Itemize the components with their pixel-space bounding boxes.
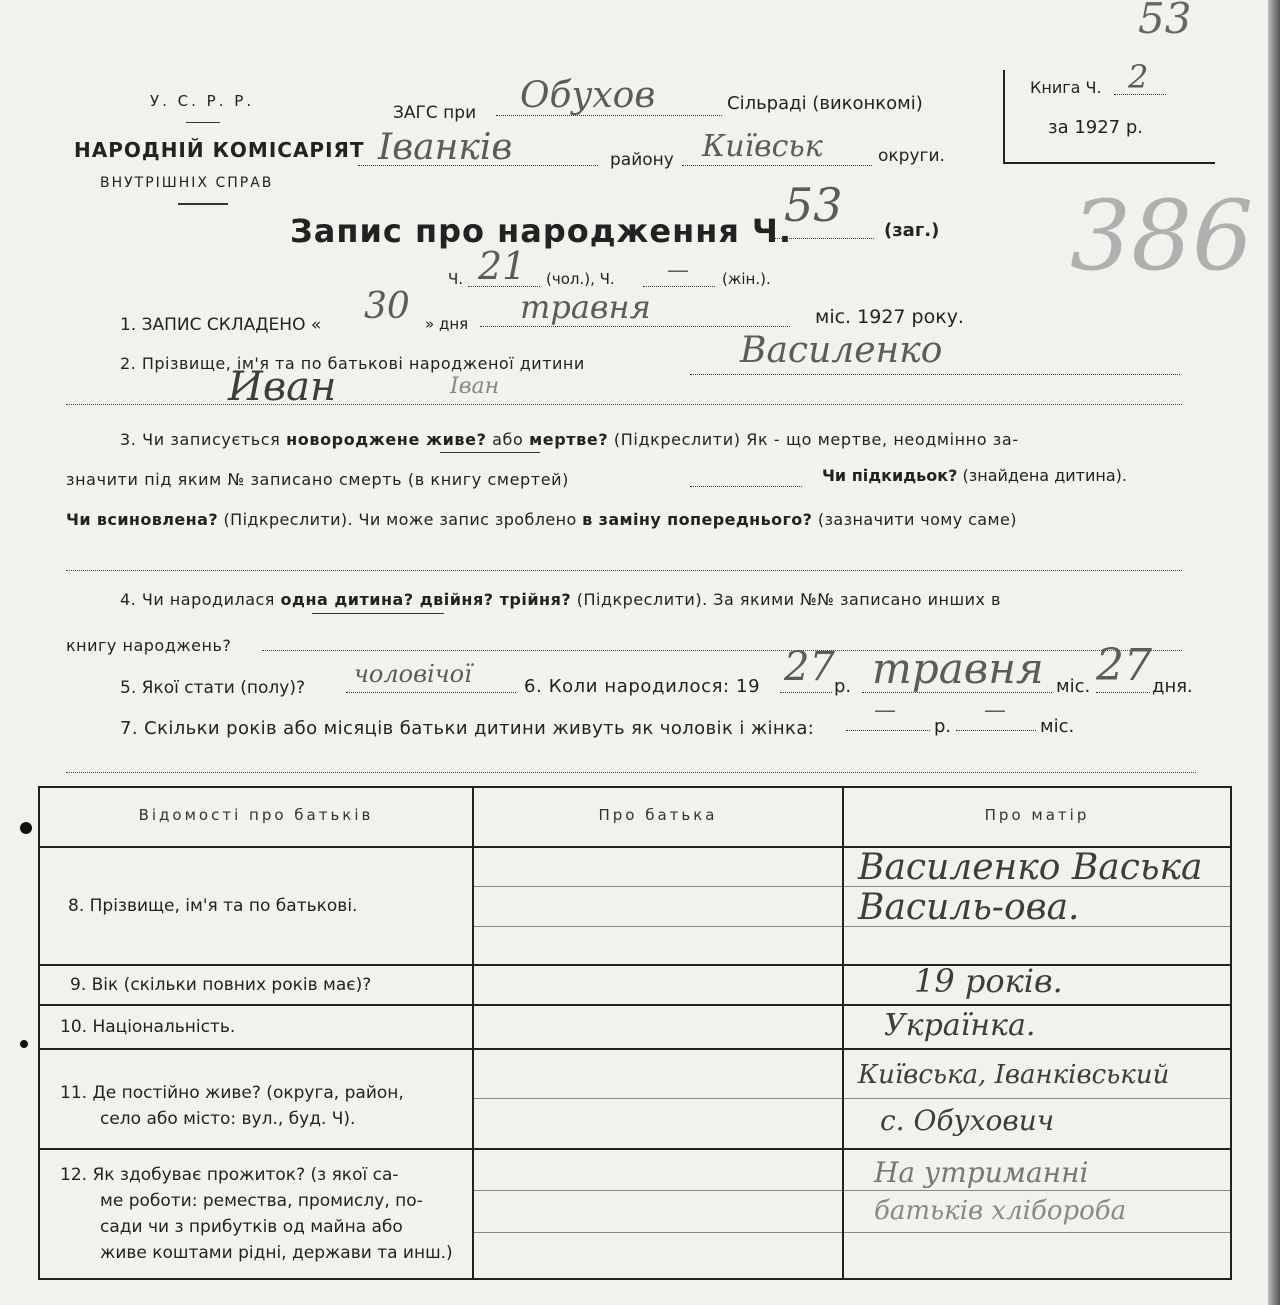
field6-day-value: 27 — [1096, 640, 1152, 691]
table-header-row — [39, 787, 1231, 847]
row12-mother-value-2: батьків хлібороба — [874, 1196, 1127, 1226]
field3-dead-option: мертве? — [529, 430, 609, 449]
field3-foundling-label: Чи підкидьок? — [822, 466, 958, 485]
field3-line1-e: (Підкреслити) Як - що мертве, неодмінно за- — [613, 430, 1019, 449]
field5-label: 5. Якої стати (полу)? — [120, 678, 305, 698]
field4-options: одна дитина? двійня? трійня? — [280, 590, 572, 609]
field6-year-value: 27 — [784, 644, 835, 690]
field3-line1-c: або — [492, 430, 524, 449]
row9-label-cell — [39, 965, 473, 1005]
field5-value: чоловічої — [354, 660, 472, 688]
field7-months-value: — — [984, 698, 1006, 723]
field1-label: 1. ЗАПИС СКЛАДЕНО « — [120, 315, 322, 335]
row11-father-cell — [473, 1049, 843, 1149]
field6-month-value: травня — [872, 644, 1044, 693]
row9-label: 9. Вік (скільки повних років має)? — [70, 975, 372, 995]
row11-mother-rule — [844, 1098, 1230, 1099]
field4-line1-c: (Підкреслити). За якими №№ записано инших в — [576, 590, 1001, 609]
field3-foundling-note: (знайдена дитина). — [962, 466, 1127, 485]
field3-line2-a: значити під яким № записано смерть (в книгу смертей) — [66, 470, 569, 489]
male-number-value: 21 — [478, 244, 527, 288]
row12-mother-rule-2 — [844, 1232, 1230, 1233]
field6-month-line — [862, 644, 1052, 693]
field7-label: 7. Скільки років або місяців батьки дитини живуть як чоловік і жінка: — [120, 718, 815, 739]
field7-blank-line — [66, 772, 1196, 773]
field4-line2: книгу народжень? — [66, 636, 232, 655]
field6-dnia: дня. — [1152, 676, 1193, 697]
row9-mother-cell — [843, 962, 1231, 1005]
field3-adopted-label: Чи всиновлена? — [66, 510, 219, 529]
row8-mother-cell — [843, 847, 1231, 965]
field3-line2 — [66, 470, 569, 489]
female-number-value: — — [667, 258, 689, 283]
row12-father-cell — [473, 1149, 843, 1279]
col-header-father: Про батька — [598, 806, 718, 824]
ministry-subtitle: ВНУТРІШНІХ СПРАВ — [100, 175, 274, 191]
zags-prefix: ЗАГС при — [393, 103, 477, 123]
field4-blank-line — [262, 650, 1182, 651]
row11-mother-cell — [843, 1049, 1231, 1149]
field2-surname-value: Василенко — [740, 330, 943, 371]
book-number-line — [1114, 58, 1166, 96]
row8-label: 8. Прізвище, ім'я та по батькові. — [68, 896, 358, 916]
field4-one-child-underline — [312, 613, 444, 614]
row9-mother-value: 19 років. — [914, 962, 1063, 1000]
field7-years-line — [846, 698, 930, 731]
zags-suffix: Сільраді (виконкомі) — [727, 93, 923, 114]
field3-live-option: новороджене живе? — [286, 430, 487, 449]
field7-months-line — [956, 698, 1036, 731]
book-number-value: 2 — [1128, 58, 1149, 96]
table-row — [39, 1005, 1231, 1049]
okruha-line — [682, 129, 872, 166]
field7-r: р. — [934, 716, 952, 737]
row10-mother-value: Українка. — [884, 1008, 1036, 1043]
field1-suffix: міс. 1927 року. — [815, 306, 964, 328]
field6-r: р. — [834, 676, 852, 697]
binding-hole-top — [20, 822, 32, 834]
field1-day — [358, 286, 424, 327]
table-row — [39, 965, 1231, 1005]
field6-year-line — [780, 644, 835, 693]
header-cell-mother — [843, 787, 1231, 847]
row12-mother-cell — [843, 1149, 1231, 1279]
row11-label-cell — [39, 1049, 473, 1149]
ministry-title: НАРОДНІЙ КОМІСАРІЯТ — [74, 138, 365, 162]
row9-father-cell — [473, 965, 843, 1005]
row12-mother-value-1: На утриманні — [874, 1156, 1089, 1189]
row11-label-line1: 11. Де постійно живе? (округа, район, — [60, 1083, 404, 1103]
row12-label-cell — [39, 1149, 473, 1279]
field1-mid: » дня — [425, 315, 469, 333]
field6-label: 6. Коли народилося: 19 — [524, 676, 761, 697]
row12-father-rule-2 — [474, 1232, 842, 1233]
field3-foundling — [822, 466, 1127, 485]
row8-father-cell — [473, 847, 843, 965]
binding-hole-bottom — [20, 1040, 28, 1048]
field3-line3 — [66, 510, 1017, 529]
field2-name-value: Иван — [228, 364, 337, 410]
male-number-line — [468, 244, 540, 288]
table-row — [39, 1049, 1231, 1149]
zags-village-value: Обухов — [520, 75, 656, 116]
table-row — [39, 847, 1231, 965]
field3-death-number-line — [690, 470, 802, 487]
record-title: Запис про народження Ч. — [290, 212, 793, 250]
field3-live-underline — [440, 452, 540, 453]
row12-label-line4: живе коштами рідні, держави та инш.) — [100, 1243, 453, 1263]
field4-line1-a: 4. Чи народилася — [120, 590, 275, 609]
row10-label-cell — [39, 1005, 473, 1049]
row12-label-line2: ме роботи: ремества, промислу, по- — [100, 1191, 423, 1211]
row11-mother-value-1: Київська, Іванківський — [858, 1060, 1170, 1090]
header-rule-1 — [186, 122, 220, 123]
raion-value: Іванків — [378, 127, 513, 168]
row8-mother-value: Василенко Васька Василь-ова. — [858, 847, 1203, 928]
row12-label-line3: сади чи з прибутків од майна або — [100, 1217, 403, 1237]
parents-table — [38, 786, 1232, 1280]
field1-month-value: травня — [520, 288, 651, 326]
field3-line3-b: (Підкреслити). Чи може запис зроблено — [223, 510, 577, 529]
field3-replacement-label: в заміну попереднього? — [582, 510, 813, 529]
row8-father-rule-2 — [474, 926, 842, 927]
row11-mother-value-2: с. Обухович — [880, 1104, 1055, 1137]
field3-blank-line — [66, 570, 1182, 571]
row11-father-rule — [474, 1098, 842, 1099]
table-row — [39, 1149, 1231, 1279]
record-number-value: 53 — [784, 178, 843, 232]
page-edge — [1268, 0, 1280, 1305]
corner-number: 53 — [1138, 0, 1192, 43]
header-cell-father — [473, 787, 843, 847]
header-rule-2 — [178, 203, 228, 205]
field2-patronymic-value: Іван — [450, 374, 500, 399]
male-label: (чол.), Ч. — [546, 270, 615, 288]
row8-label-cell — [39, 847, 473, 965]
ussr-header: У. С. Р. Р. — [150, 92, 255, 110]
zags-village-line — [496, 75, 722, 116]
col-header-mother: Про матір — [984, 806, 1090, 824]
okruha-label: округи. — [878, 146, 945, 166]
row11-label-line2: село або місто: вул., буд. Ч). — [100, 1109, 356, 1129]
field2-label: 2. Прізвище, ім'я та по батькові народженої дитини — [120, 354, 585, 373]
male-prefix: Ч. — [448, 270, 464, 288]
row12-label-line1: 12. Як здобуває прожиток? (з якої са- — [60, 1165, 399, 1185]
row10-mother-cell — [843, 1005, 1231, 1049]
book-label: Книга Ч. — [1030, 78, 1102, 97]
field3-line1-a: 3. Чи записується — [120, 430, 281, 449]
field7-years-value: — — [874, 698, 896, 723]
field6-mis: міс. — [1056, 676, 1091, 697]
row12-father-rule-1 — [474, 1190, 842, 1191]
field3-line3-d: (зазначити чому саме) — [817, 510, 1017, 529]
field4-line1 — [120, 590, 1001, 609]
record-total-suffix: (заг.) — [884, 220, 940, 241]
field3-line1 — [120, 430, 1019, 449]
row10-label: 10. Національність. — [60, 1017, 236, 1037]
field1-day-value: 30 — [364, 286, 410, 327]
row10-father-cell — [473, 1005, 843, 1049]
book-year: за 1927 р. — [1048, 117, 1144, 138]
field7-mis: міс. — [1040, 716, 1075, 737]
row12-mother-rule-1 — [844, 1190, 1230, 1191]
female-label: (жін.). — [722, 270, 771, 288]
row8-father-rule-1 — [474, 886, 842, 887]
field6-day-line — [1096, 640, 1152, 693]
female-number-line — [643, 258, 715, 287]
header-cell-info — [39, 787, 473, 847]
col-header-info: Відомості про батьків — [138, 806, 374, 824]
side-number: 386 — [1070, 180, 1254, 292]
raion-label: району — [610, 150, 674, 170]
field1-month-line — [480, 288, 790, 327]
field5-line — [346, 660, 516, 693]
raion-line — [358, 127, 598, 168]
field2-surname-line — [690, 330, 1180, 375]
record-number-line — [770, 178, 874, 239]
okruha-value: Київськ — [702, 129, 823, 164]
